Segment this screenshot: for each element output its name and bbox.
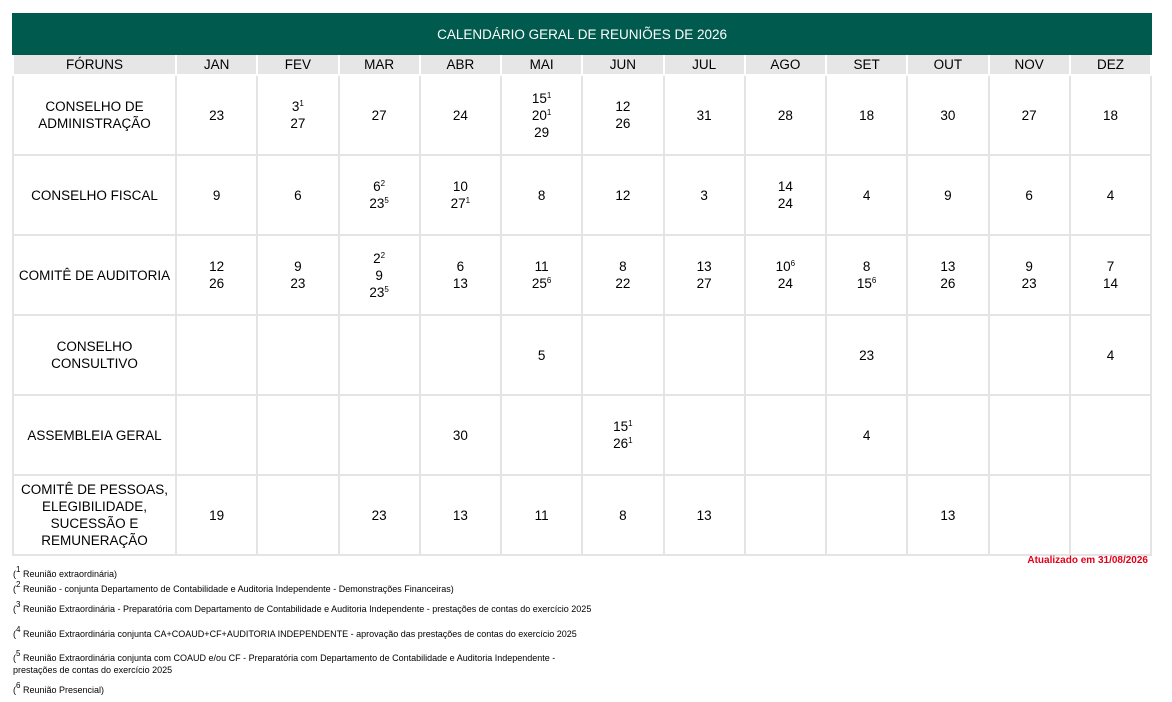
month-header-jul: JUL	[664, 54, 745, 75]
meeting-day: 8	[537, 187, 546, 203]
meeting-day: 12	[615, 99, 631, 114]
meeting-cell	[257, 155, 338, 235]
forum-name-line: ADMINISTRAÇÃO	[38, 116, 151, 131]
forum-name-line: REMUNERAÇÃO	[41, 533, 148, 548]
meeting-cell	[745, 475, 826, 555]
meeting-day: 18	[1102, 107, 1118, 123]
meeting-date	[340, 250, 419, 267]
meeting-day: 3	[291, 99, 300, 114]
footnotes	[13, 565, 593, 696]
meeting-cell	[989, 75, 1070, 155]
footnote-marker: 6	[871, 276, 877, 285]
meeting-day: 25	[531, 276, 547, 291]
meeting-cell	[420, 395, 501, 475]
meeting-date	[990, 107, 1069, 124]
meeting-cell	[989, 395, 1070, 475]
meeting-date	[258, 98, 337, 115]
calendar-body	[13, 75, 1151, 555]
meeting-date	[746, 258, 825, 275]
forum-name	[13, 475, 176, 555]
forum-row	[13, 395, 1151, 475]
meeting-date	[340, 507, 419, 524]
footnote-marker: 5	[384, 196, 389, 205]
meeting-cell	[826, 475, 907, 555]
meeting-day: 24	[777, 196, 793, 211]
forum-row	[13, 315, 1151, 395]
meeting-cell	[826, 395, 907, 475]
meeting-calendar-table	[12, 13, 1152, 556]
meeting-date	[908, 258, 987, 275]
meeting-date	[1071, 187, 1150, 204]
meeting-date	[583, 435, 662, 452]
calendar-title: CALENDÁRIO GERAL DE REUNIÕES DE 2026	[13, 14, 1151, 54]
meeting-date	[340, 267, 419, 284]
meeting-day: 6	[294, 187, 302, 203]
meeting-day: 11	[534, 507, 549, 523]
meeting-day: 3	[700, 187, 708, 203]
meeting-date	[1071, 347, 1150, 364]
forum-name	[13, 75, 176, 155]
meeting-cell	[989, 475, 1070, 555]
footnote-text: Reunião Extraordinária conjunta com COAUD e/ou CF - Preparatória com Departamento de Contabilidade e Auditoria Independente - prestações de contas do exercício 2025	[13, 653, 556, 675]
meeting-cell	[582, 315, 663, 395]
meeting-date	[421, 427, 500, 444]
meeting-cell	[745, 75, 826, 155]
forum-name	[13, 395, 176, 475]
meeting-cell	[989, 315, 1070, 395]
meeting-date	[177, 275, 256, 292]
meeting-date	[746, 178, 825, 195]
meeting-date	[421, 195, 500, 212]
meeting-cell	[582, 475, 663, 555]
meeting-date	[908, 107, 987, 124]
meeting-cell	[257, 75, 338, 155]
forum-name	[13, 155, 176, 235]
meeting-day: 30	[452, 427, 468, 443]
meeting-day: 26	[940, 276, 956, 291]
meeting-cell	[826, 315, 907, 395]
meeting-cell	[989, 155, 1070, 235]
meeting-day: 23	[371, 507, 387, 523]
meeting-date	[746, 107, 825, 124]
meeting-day: 12	[209, 259, 225, 274]
meeting-day: 8	[862, 259, 871, 274]
month-header-set: SET	[826, 54, 907, 75]
meeting-cell	[339, 315, 420, 395]
meeting-cell	[826, 155, 907, 235]
meeting-day: 29	[534, 124, 550, 140]
month-header-jan: JAN	[176, 54, 257, 75]
forum-name	[13, 315, 176, 395]
meeting-cell	[1070, 75, 1151, 155]
month-header-abr: ABR	[420, 54, 501, 75]
meeting-cell	[176, 315, 257, 395]
meeting-cell	[501, 75, 582, 155]
footnote-text: Reunião extraordinária)	[22, 569, 118, 579]
meeting-cell	[501, 475, 582, 555]
meeting-cell	[501, 155, 582, 235]
meeting-cell	[664, 475, 745, 555]
forum-row	[13, 75, 1151, 155]
meeting-date	[502, 107, 581, 124]
meeting-date	[746, 195, 825, 212]
meeting-date	[502, 124, 581, 141]
forum-name-line: ASSEMBLEIA GERAL	[27, 427, 162, 443]
meeting-day: 27	[450, 196, 466, 211]
meeting-day: 23	[1021, 276, 1037, 291]
meeting-day: 23	[290, 276, 306, 291]
month-header-fev: FEV	[257, 54, 338, 75]
meeting-day: 5	[537, 347, 546, 363]
meeting-cell	[826, 235, 907, 315]
footnote-marker: 6	[546, 276, 552, 285]
meeting-date	[990, 275, 1069, 292]
meeting-cell	[907, 155, 988, 235]
meeting-date	[990, 258, 1069, 275]
meeting-date	[340, 284, 419, 301]
meeting-date	[583, 258, 662, 275]
meeting-day: 10	[452, 179, 468, 194]
meeting-date	[827, 347, 906, 364]
forum-name-line: CONSELHO DE	[45, 99, 144, 114]
meeting-day: 2	[373, 250, 381, 266]
meeting-cell	[989, 235, 1070, 315]
meeting-date	[1071, 275, 1150, 292]
meeting-cell	[582, 235, 663, 315]
forum-name-line: CONSELHO CONSULTIVO	[51, 339, 138, 371]
forum-row	[13, 155, 1151, 235]
meeting-date	[421, 107, 500, 124]
footnote-marker: 1	[628, 436, 633, 445]
meeting-cell	[176, 155, 257, 235]
meeting-date	[421, 258, 500, 275]
meeting-day: 4	[862, 187, 871, 203]
meeting-day: 9	[212, 187, 221, 203]
meeting-cell	[907, 75, 988, 155]
footnote-text: Reunião Extraordinária conjunta CA+COAUD+CF+AUDITORIA INDEPENDENTE - aprovação das prestações de contas do exercício 2025	[22, 629, 577, 639]
meeting-date	[583, 115, 662, 132]
meeting-cell	[257, 315, 338, 395]
meeting-date	[827, 187, 906, 204]
meeting-day: 4	[862, 427, 871, 443]
meeting-day: 27	[696, 276, 712, 291]
meeting-cell	[582, 75, 663, 155]
meeting-day: 26	[615, 116, 631, 131]
meeting-day: 24	[452, 107, 468, 123]
meeting-cell	[1070, 235, 1151, 315]
meeting-day: 4	[1106, 347, 1115, 363]
meeting-cell	[176, 395, 257, 475]
footnote-text: Reunião Presencial)	[22, 685, 105, 695]
footnote-text: Reunião - conjunta Departamento de Contabilidade e Auditoria Independente - Demonstrações Financeiras)	[22, 584, 454, 594]
footnote-marker: 1	[546, 107, 552, 117]
meeting-cell	[745, 235, 826, 315]
footnote-text: Reunião Extraordinária - Preparatória com Departamento de Contabilidade e Auditoria Independente - prestações de contas do exercício 2025	[22, 604, 592, 614]
meeting-date	[340, 178, 419, 195]
meeting-cell	[501, 395, 582, 475]
meeting-day: 24	[777, 276, 793, 291]
meeting-date	[421, 507, 500, 524]
meeting-cell	[339, 75, 420, 155]
forum-row	[13, 475, 1151, 555]
meeting-date	[502, 258, 581, 275]
meeting-date	[340, 107, 419, 124]
meeting-cell	[420, 235, 501, 315]
meeting-day: 9	[375, 267, 383, 283]
meeting-day: 22	[615, 276, 631, 291]
meeting-date	[502, 275, 581, 292]
footnote-number: 5	[16, 649, 21, 658]
meeting-cell	[1070, 395, 1151, 475]
meeting-day: 6	[456, 259, 465, 274]
forum-name-line: ELEGIBILIDADE,	[41, 499, 148, 514]
meeting-date	[908, 187, 987, 204]
meeting-day: 7	[1106, 259, 1115, 274]
footnote-item: ($^1$ Reunião extraordinária)	[13, 565, 118, 579]
meeting-cell	[907, 235, 988, 315]
meeting-day: 14	[1102, 276, 1118, 291]
meeting-cell	[664, 235, 745, 315]
meeting-day: 27	[1021, 107, 1037, 123]
meeting-day: 27	[290, 116, 306, 131]
meeting-day: 6	[373, 179, 381, 194]
meeting-day: 6	[1025, 187, 1033, 203]
meeting-day: 19	[209, 507, 225, 523]
forum-name-line: CONSELHO FISCAL	[31, 187, 158, 203]
footnote-item: ($^4$ Reunião Extraordinária conjunta CA+COAUD+CF+AUDITORIA INDEPENDENTE - aprovação das prestações de contas do exercício 2025	[13, 625, 577, 639]
meeting-cell	[420, 475, 501, 555]
meeting-cell	[745, 155, 826, 235]
meeting-date	[177, 258, 256, 275]
meeting-cell	[664, 75, 745, 155]
meeting-date	[908, 275, 987, 292]
meeting-date	[340, 195, 419, 212]
meeting-date	[665, 275, 744, 292]
meeting-cell	[501, 315, 582, 395]
meeting-day: 23	[369, 284, 385, 300]
meeting-date	[665, 107, 744, 124]
meeting-date	[258, 187, 337, 204]
meeting-day: 13	[452, 507, 468, 523]
month-header-nov: NOV	[989, 54, 1070, 75]
month-header-mai: MAI	[501, 54, 582, 75]
month-header-out: OUT	[907, 54, 988, 75]
footnote-item: ($^2$ Reunião - conjunta Departamento de Contabilidade e Auditoria Independente - Demonstrações Financeiras)	[13, 580, 454, 594]
meeting-cell	[1070, 155, 1151, 235]
meeting-day: 15	[856, 276, 872, 291]
meeting-day: 23	[209, 107, 225, 123]
meeting-date	[908, 507, 987, 524]
meeting-date	[258, 115, 337, 132]
forum-name-line: SUCESSÃO E	[50, 516, 139, 531]
meeting-date	[746, 275, 825, 292]
meeting-day: 30	[940, 107, 956, 123]
meeting-day: 27	[371, 107, 387, 123]
meeting-date	[258, 258, 337, 275]
updated-date: Atualizado em 31/08/2026	[1027, 555, 1148, 566]
forum-name-line: COMITÊ DE AUDITORIA	[18, 267, 171, 283]
meeting-date	[583, 507, 662, 524]
month-header-ago: AGO	[745, 54, 826, 75]
meeting-cell	[257, 235, 338, 315]
meeting-day: 26	[613, 436, 629, 451]
meeting-cell	[420, 75, 501, 155]
meeting-day: 13	[940, 259, 956, 274]
meeting-cell	[420, 315, 501, 395]
footnote-item: ($^5$ Reunião Extraordinária conjunta com COAUD e/ou CF - Preparatória com Departamento de Contabilidade e Auditoria Independente - prestações de contas do exercício 2025	[13, 649, 556, 675]
footnote-number: 6	[16, 681, 21, 690]
meeting-date	[583, 98, 662, 115]
meeting-day: 11	[534, 259, 549, 274]
meeting-day: 28	[777, 107, 793, 123]
footnote-marker: 6	[790, 259, 796, 268]
meeting-day: 23	[369, 196, 385, 211]
footnote-number: 3	[16, 600, 21, 609]
month-header-row	[13, 54, 1151, 75]
footnote-number: 4	[16, 625, 21, 634]
meeting-day: 15	[531, 90, 547, 106]
meeting-day: 9	[294, 259, 302, 274]
meeting-date	[258, 275, 337, 292]
footnote-marker: 1	[465, 196, 471, 205]
meeting-day: 10	[775, 259, 791, 274]
month-header-dez: DEZ	[1070, 54, 1151, 75]
meeting-date	[177, 107, 256, 124]
meeting-cell	[907, 395, 988, 475]
footnote-marker: 1	[546, 90, 552, 100]
meeting-cell	[257, 395, 338, 475]
meeting-date	[665, 187, 744, 204]
meeting-date	[421, 275, 500, 292]
meeting-cell	[582, 155, 663, 235]
meeting-cell	[745, 315, 826, 395]
meeting-day: 8	[619, 507, 627, 523]
meeting-cell	[339, 395, 420, 475]
meeting-date	[177, 507, 256, 524]
meeting-day: 14	[777, 179, 793, 194]
footnote-marker: 5	[384, 284, 389, 294]
meeting-day: 13	[452, 276, 468, 291]
meeting-date	[827, 427, 906, 444]
meeting-cell	[826, 75, 907, 155]
footnote-marker: 2	[380, 250, 386, 260]
footnote-item: ($^3$ Reunião Extraordinária - Preparatória com Departamento de Contabilidade e Auditoria Independente - prestações de contas do exercício 2025	[13, 600, 592, 614]
meeting-day: 12	[615, 187, 631, 203]
meeting-cell	[907, 315, 988, 395]
meeting-date	[1071, 107, 1150, 124]
footnote-marker: 1	[628, 419, 633, 428]
meeting-day: 18	[859, 107, 875, 123]
meeting-cell	[339, 475, 420, 555]
meeting-date	[502, 90, 581, 107]
meeting-day: 20	[531, 107, 547, 123]
meeting-cell	[339, 155, 420, 235]
meeting-date	[502, 187, 581, 204]
meeting-cell	[257, 475, 338, 555]
forum-name	[13, 235, 176, 315]
meeting-cell	[176, 75, 257, 155]
meeting-day: 9	[1025, 259, 1033, 274]
meeting-date	[827, 107, 906, 124]
month-header-jun: JUN	[582, 54, 663, 75]
footnote-number: 1	[16, 565, 21, 574]
meeting-date	[665, 507, 744, 524]
meeting-day: 31	[696, 107, 712, 123]
meeting-date	[502, 347, 581, 364]
meeting-day: 15	[613, 419, 629, 434]
meeting-cell	[176, 475, 257, 555]
meeting-day: 13	[940, 507, 956, 523]
meeting-day: 13	[696, 507, 712, 523]
meeting-day: 4	[1106, 187, 1115, 203]
meeting-cell	[1070, 315, 1151, 395]
meeting-cell	[745, 395, 826, 475]
meeting-cell	[176, 235, 257, 315]
footnote-marker: 2	[380, 179, 386, 188]
meeting-day: 8	[619, 259, 627, 274]
meeting-cell	[501, 235, 582, 315]
footnote-marker: 1	[299, 99, 304, 108]
meeting-date	[827, 275, 906, 292]
meeting-cell	[664, 395, 745, 475]
footnote-item: ($^6$ Reunião Presencial)	[13, 681, 105, 695]
meeting-cell	[420, 155, 501, 235]
meeting-date	[583, 187, 662, 204]
meeting-cell	[582, 395, 663, 475]
meeting-date	[827, 258, 906, 275]
forum-name-line: COMITÊ DE PESSOAS,	[20, 482, 169, 497]
meeting-day: 26	[209, 276, 225, 291]
meeting-cell	[664, 315, 745, 395]
forum-row	[13, 235, 1151, 315]
meeting-cell	[664, 155, 745, 235]
meeting-date	[583, 275, 662, 292]
footnote-number: 2	[16, 580, 21, 589]
meeting-day: 23	[859, 347, 875, 363]
meeting-day: 9	[944, 187, 952, 203]
meeting-day: 13	[696, 259, 712, 274]
meeting-date	[1071, 258, 1150, 275]
meeting-date	[421, 178, 500, 195]
meeting-date	[990, 187, 1069, 204]
meeting-date	[177, 187, 256, 204]
meeting-date	[502, 507, 581, 524]
month-header-mar: MAR	[339, 54, 420, 75]
forum-column-header: FÓRUNS	[13, 54, 176, 75]
meeting-cell	[1070, 475, 1151, 555]
meeting-date	[665, 258, 744, 275]
meeting-date	[583, 418, 662, 435]
meeting-cell	[339, 235, 420, 315]
meeting-cell	[907, 475, 988, 555]
